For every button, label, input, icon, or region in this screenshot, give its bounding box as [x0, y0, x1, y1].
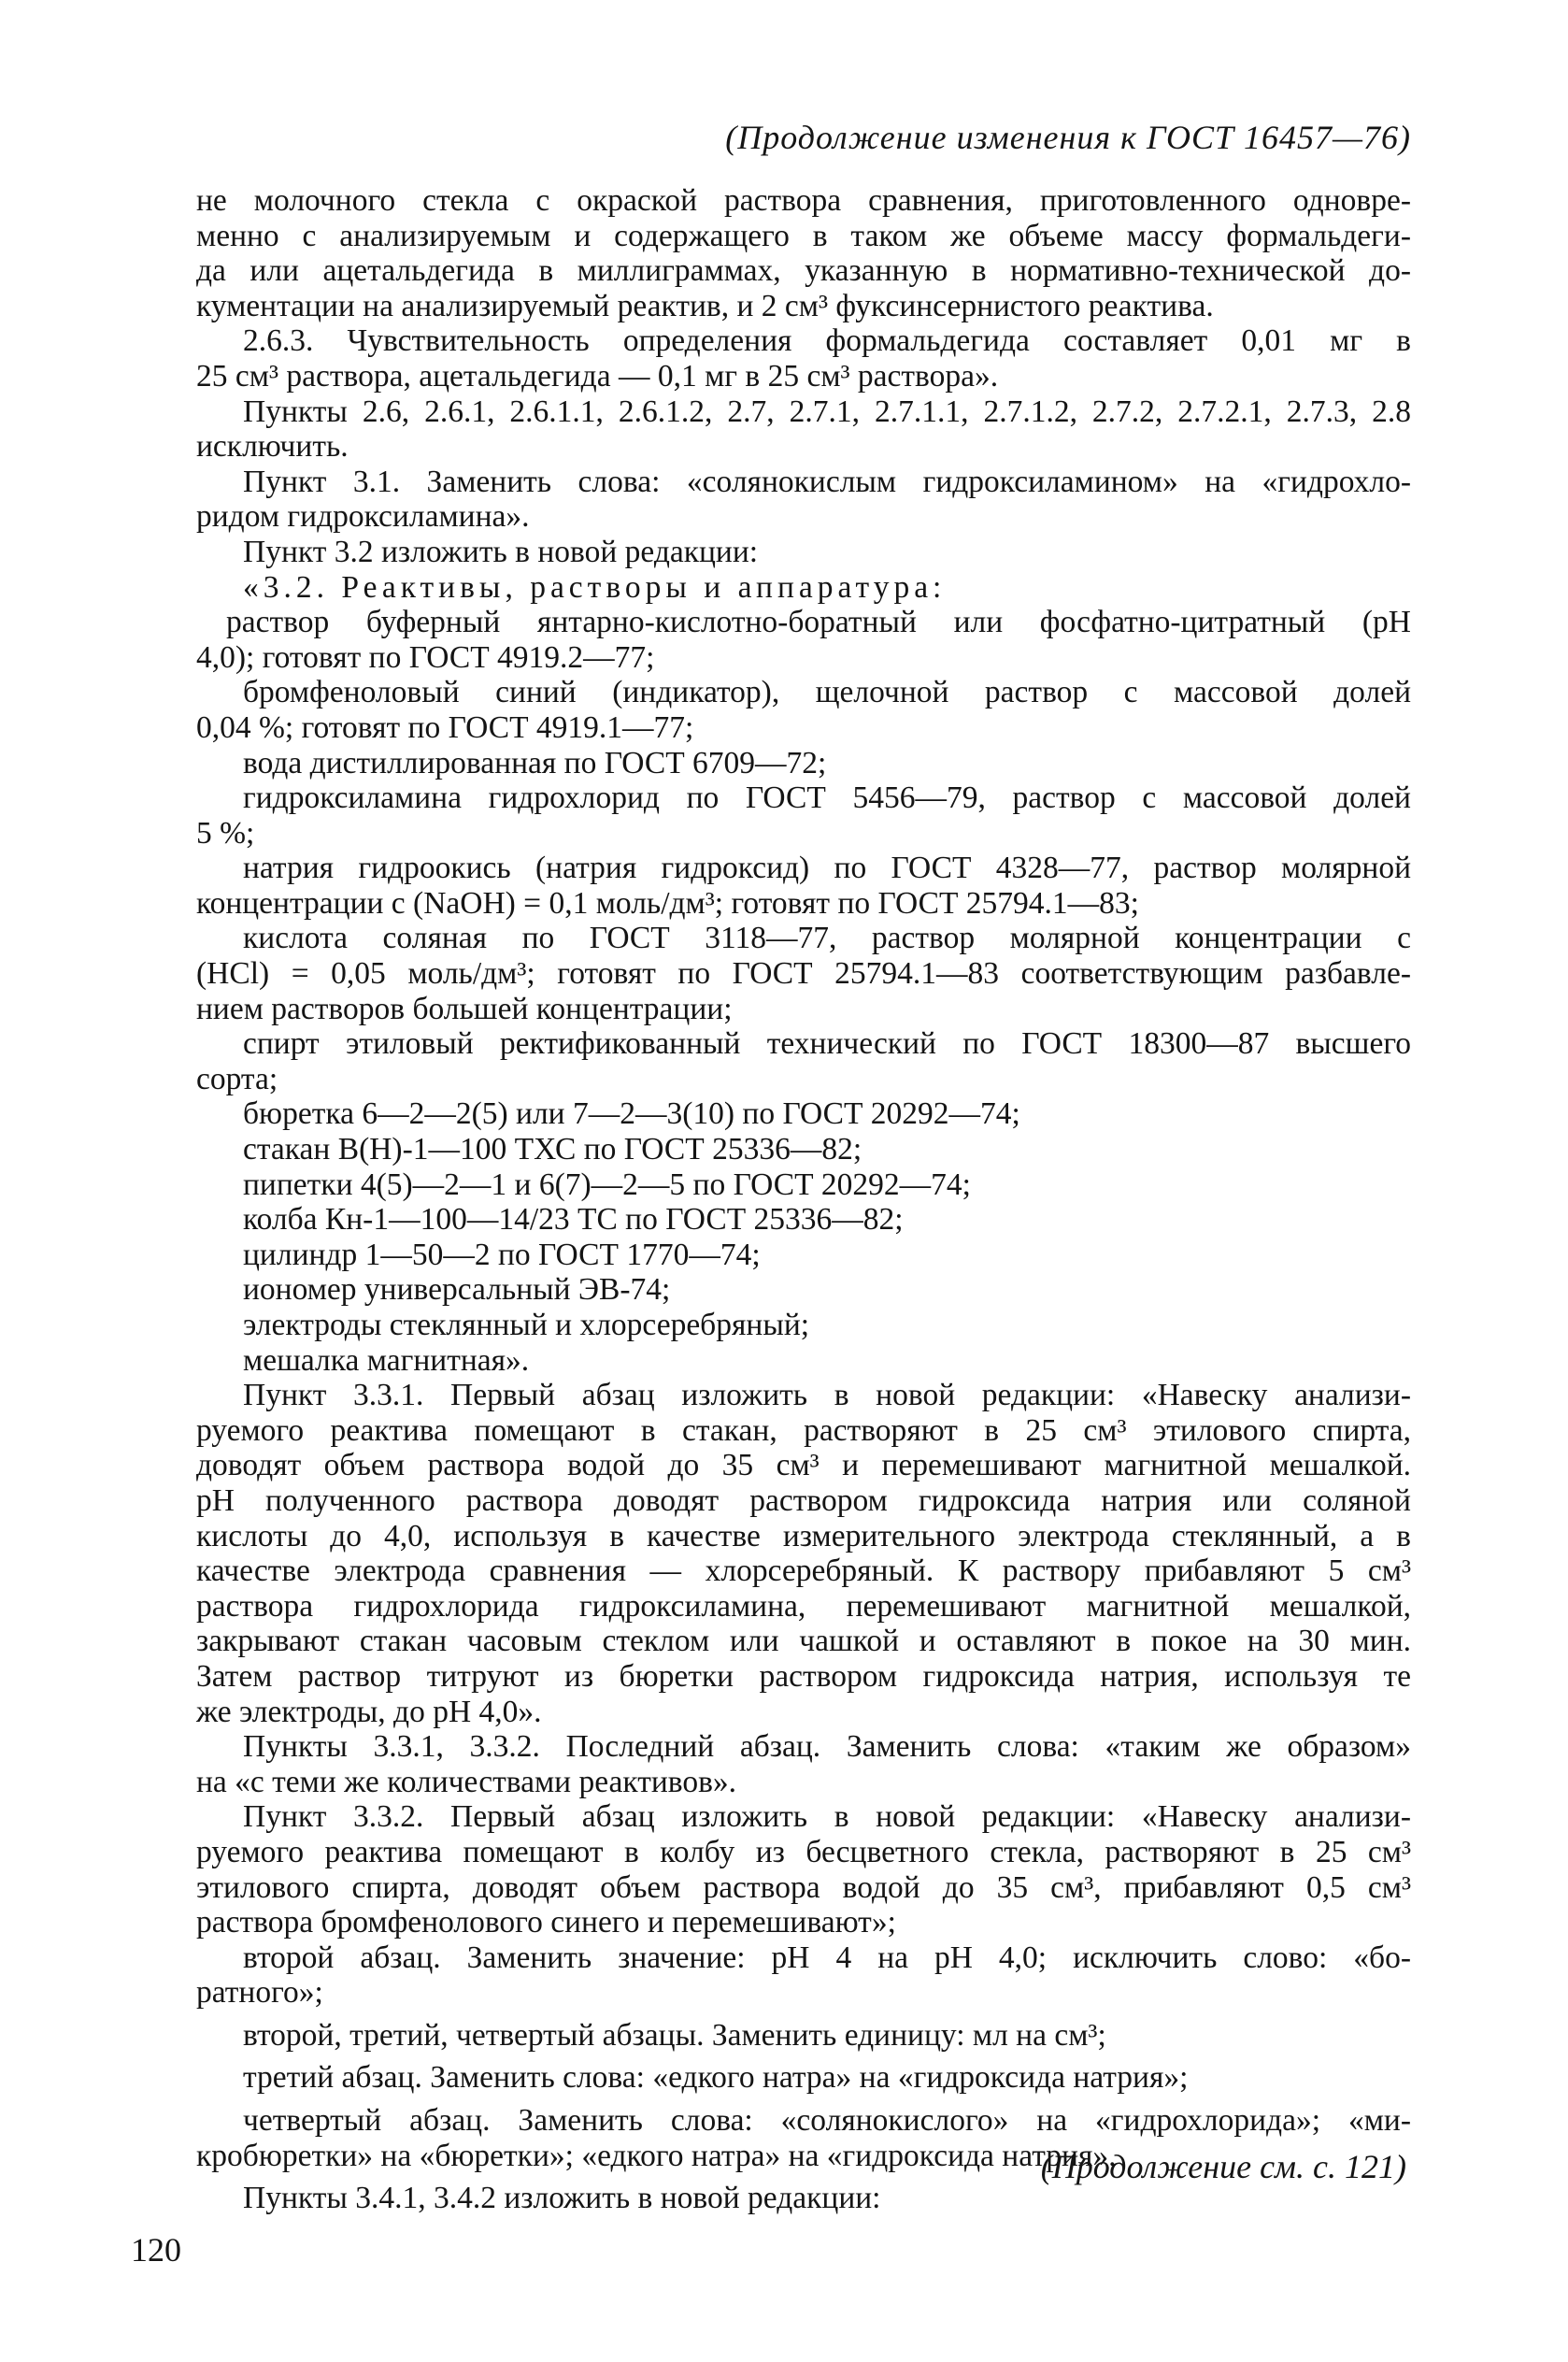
text-line: (HCl) = 0,05 моль/дм³; готовят по ГОСТ 25794.1—83 соответствующим разбавле- — [196, 956, 1411, 992]
text-line: кислота соляная по ГОСТ 3118—77, раствор молярной концентрации с — [243, 921, 1411, 956]
text-line: раствора бромфенолового синего и перемешивают»; — [196, 1905, 896, 1940]
text-line: колба Кн-1—100—14/23 ТС по ГОСТ 25336—82; — [243, 1202, 904, 1238]
text-line: Пункт 3.2 изложить в новой редакции: — [243, 534, 759, 569]
text-line: ридом гидроксиламина». — [196, 499, 530, 535]
text-line: менно с анализируемым и содержащего в таком же объеме массу формальдеги- — [196, 218, 1411, 253]
text-line: исключить. — [196, 429, 349, 465]
text-line: 5 %; — [196, 815, 255, 851]
text-line: бромфеноловый синий (индикатор), щелочной раствор с массовой долей — [243, 675, 1411, 710]
text-line: Пункты 3.4.1, 3.4.2 изложить в новой редакции: — [243, 2181, 881, 2216]
running-header: (Продолжение изменения к ГОСТ 16457—76) — [725, 119, 1411, 156]
text-line: же электроды, до pH 4,0». — [196, 1694, 542, 1729]
text-line: нием растворов большей концентрации; — [196, 991, 733, 1026]
text-line: ратного»; — [196, 1975, 323, 2011]
text-line: закрывают стакан часовым стеклом или чашкой и оставляют в покое на 30 мин. — [196, 1624, 1411, 1659]
text-line: гидроксиламина гидрохлорид по ГОСТ 5456—79, раствор с массовой долей — [243, 780, 1411, 816]
text-line: 25 см³ раствора, ацетальдегида — 0,1 мг в 25 см³ раствора». — [196, 358, 999, 394]
text-line: руемого реактива помещают в стакан, растворяют в 25 см³ этилового спирта, — [196, 1412, 1411, 1448]
text-line: Пункт 3.3.1. Первый абзац изложить в новой редакции: «Навеску анализи- — [243, 1378, 1411, 1413]
text-line: третий абзац. Заменить слова: «едкого натра» на «гидроксида натрия»; — [243, 2060, 1189, 2096]
text-line: вода дистиллированная по ГОСТ 6709—72; — [243, 745, 827, 780]
text-line: кументации на анализируемый реактив, и 2 см³ фуксинсернистого реактива. — [196, 288, 1214, 323]
text-line: «3.2. Реактивы, растворы и аппаратура: — [243, 569, 947, 605]
text-line: руемого реактива помещают в колбу из бесцветного стекла, растворяют в 25 см³ — [196, 1834, 1411, 1869]
text-line: доводят объем раствора водой до 35 см³ и перемешивают магнитной мешалкой. — [196, 1448, 1411, 1483]
text-line: качестве электрода сравнения — хлорсеребряный. К раствору прибавляют 5 см³ — [196, 1553, 1411, 1589]
text-line: иономер универсальный ЭВ-74; — [243, 1272, 671, 1308]
text-line: второй, третий, четвертый абзацы. Заменить единицу: мл на см³; — [243, 2017, 1106, 2053]
text-line: электроды стеклянный и хлорсеребряный; — [243, 1308, 810, 1342]
text-line: сорта; — [196, 1061, 278, 1096]
paragraph-gap — [196, 2096, 1411, 2103]
text-line: Пункт 3.3.2. Первый абзац изложить в новой редакции: «Навеску анализи- — [243, 1799, 1411, 1835]
text-line: не молочного стекла с окраской раствора сравнения, приготовленного одновре- — [196, 183, 1411, 218]
text-line: кислоты до 4,0, используя в качестве измерительного электрода стеклянный, а в — [196, 1518, 1411, 1553]
text-line: этилового спирта, доводят объем раствора водой до 35 см³, прибавляют 0,5 см³ — [196, 1869, 1411, 1905]
text-line: 4,0); готовят по ГОСТ 4919.2—77; — [196, 639, 655, 675]
text-line: бюретка 6—2—2(5) или 7—2—3(10) по ГОСТ 20292—74; — [243, 1096, 1020, 1132]
text-line: мешалка магнитная». — [243, 1342, 530, 1378]
text-line: четвертый абзац. Заменить слова: «солянокислого» на «гидрохлорида»; «ми- — [243, 2103, 1411, 2139]
text-line: раствора гидрохлорида гидроксиламина, перемешивают магнитной мешалкой, — [196, 1588, 1411, 1624]
text-line: кробюретки» на «бюретки»; «едкого натра» на «гидроксида натрия». — [196, 2138, 1117, 2173]
text-line: на «с теми же количествами реактивов». — [196, 1764, 737, 1799]
text-line: раствор буферный янтарно-кислотно-боратный или фосфатно-цитратный (pH — [226, 605, 1411, 640]
body-text — [196, 183, 1411, 2216]
paragraph-gap — [196, 2053, 1411, 2060]
text-line: пипетки 4(5)—2—1 и 6(7)—2—5 по ГОСТ 20292—74; — [243, 1167, 971, 1202]
page-number: 120 — [131, 2231, 181, 2269]
text-line: концентрации с (NaOH) = 0,1 моль/дм³; готовят по ГОСТ 25794.1—83; — [196, 885, 1139, 921]
continuation-note: (Продолжение см. с. 121) — [1040, 2148, 1406, 2185]
text-line: второй абзац. Заменить значение: pH 4 на pH 4,0; исключить слово: «бо- — [243, 1940, 1411, 1975]
paragraph-gap — [196, 2011, 1411, 2018]
text-line: да или ацетальдегида в миллиграммах, указанную в нормативно-технической до- — [196, 253, 1411, 289]
text-line: Пункты 3.3.1, 3.3.2. Последний абзац. Заменить слова: «таким же образом» — [243, 1729, 1411, 1765]
text-line: Затем раствор титруют из бюретки раствором гидроксида натрия, используя те — [196, 1658, 1411, 1694]
text-line: натрия гидроокись (натрия гидроксид) по ГОСТ 4328—77, раствор молярной — [243, 851, 1411, 886]
text-line: 2.6.3. Чувствительность определения формальдегида составляет 0,01 мг в — [243, 323, 1411, 359]
text-line: pH полученного раствора доводят раствором гидроксида натрия или соляной — [196, 1482, 1411, 1518]
text-line: Пункт 3.1. Заменить слова: «солянокислым гидроксиламином» на «гидрохло- — [243, 464, 1411, 499]
text-line: стакан В(Н)-1—100 ТХС по ГОСТ 25336—82; — [243, 1132, 862, 1167]
text-line: цилиндр 1—50—2 по ГОСТ 1770—74; — [243, 1237, 761, 1272]
text-line: 0,04 %; готовят по ГОСТ 4919.1—77; — [196, 709, 694, 745]
text-line: спирт этиловый ректификованный технический по ГОСТ 18300—87 высшего — [243, 1026, 1411, 1062]
text-line: Пункты 2.6, 2.6.1, 2.6.1.1, 2.6.1.2, 2.7, 2.7.1, 2.7.1.1, 2.7.1.2, 2.7.2, 2.7.2.1, 2.7.3, 2.8 — [243, 394, 1411, 429]
